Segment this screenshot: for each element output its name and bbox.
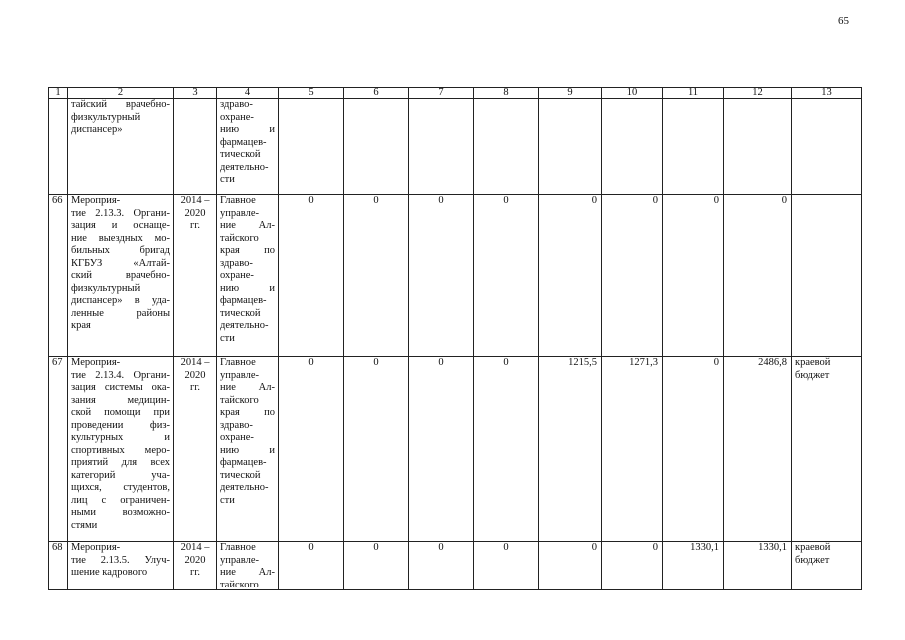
executor-cell-line: тайского <box>220 394 259 406</box>
value-cell <box>539 99 602 195</box>
executor-cell-line: Главное <box>220 195 256 206</box>
executor-cell-line: нию и <box>220 444 275 456</box>
executor-cell-line: ние Ал- <box>220 220 275 231</box>
executor-cell-line: сти <box>220 332 235 344</box>
executor-cell-line: фармацев- <box>220 295 267 306</box>
value-cell: 0 <box>474 542 539 590</box>
activity-title-line: стями <box>71 519 98 531</box>
table-row <box>49 99 862 195</box>
executor-cell-line: ние Ал- <box>220 382 275 393</box>
executor-cell-line: деятельно- <box>220 482 269 493</box>
value-cell: 1271,3 <box>602 357 663 542</box>
activity-title <box>68 99 174 195</box>
activity-title-line: зация системы ока- <box>71 382 170 393</box>
activity-title-line: лиц с ограничен- <box>71 494 170 506</box>
page-number: 65 <box>838 15 849 27</box>
activity-title-line: ными возможно- <box>71 507 170 518</box>
activity-title-line: шение кадрового <box>71 567 148 578</box>
value-cell: 0 <box>279 542 344 590</box>
column-number-12: 12 <box>724 88 792 99</box>
column-number-3: 3 <box>174 88 217 99</box>
executor-cell <box>217 542 279 590</box>
activity-title-line: зация и оснаще- <box>71 220 170 231</box>
funding-source <box>792 195 862 357</box>
activity-title-line: бильных бригад <box>71 245 170 256</box>
table-row <box>49 542 862 590</box>
row-number: 68 <box>49 542 68 590</box>
activity-title-line: проведении физ- <box>71 419 170 431</box>
activity-title-line: приятий для всех <box>71 457 170 468</box>
column-number-4: 4 <box>217 88 279 99</box>
column-number-9: 9 <box>539 88 602 99</box>
activity-title-line: щихся, студентов, <box>71 482 170 493</box>
activity-title-line: культурных и <box>71 432 170 443</box>
period-cell-line: гг. <box>189 567 201 578</box>
value-cell <box>409 99 474 195</box>
value-cell: 0 <box>279 357 344 542</box>
activity-title-line: физкультурный <box>71 111 141 123</box>
activity-title-line: края <box>71 320 91 331</box>
executor-cell-line: деятельно- <box>220 320 269 331</box>
value-cell <box>344 99 409 195</box>
value-cell: 1215,5 <box>539 357 602 542</box>
funding-source <box>792 99 862 195</box>
period-cell-line: 2020 <box>184 369 206 381</box>
value-cell <box>663 99 724 195</box>
value-cell: 0 <box>663 357 724 542</box>
executor-cell-line: тической <box>220 307 261 319</box>
executor-cell-line: фармацев- <box>220 136 267 148</box>
period-cell-line: 2014 – <box>180 195 210 206</box>
executor-cell-line: здраво- <box>220 257 253 269</box>
column-number-2: 2 <box>68 88 174 99</box>
executor-cell-line: управле- <box>220 369 259 381</box>
executor-cell-line: Главное <box>220 542 256 553</box>
activity-title <box>68 357 174 542</box>
executor-cell-line: сти <box>220 174 235 185</box>
value-cell: 0 <box>344 195 409 357</box>
value-cell: 1330,1 <box>663 542 724 590</box>
column-number-10: 10 <box>602 88 663 99</box>
value-cell: 0 <box>724 195 792 357</box>
period-cell-line: 2020 <box>184 207 206 219</box>
value-cell: 0 <box>409 195 474 357</box>
activity-title-line: КГБУЗ «Алтай- <box>71 257 170 269</box>
executor-cell-line: охране- <box>220 111 254 123</box>
activity-title-line: тайский врачебно- <box>71 99 170 110</box>
value-cell <box>474 99 539 195</box>
funding-source: краевой бюджет <box>792 357 862 542</box>
executor-cell-line: деятельно- <box>220 161 269 173</box>
executor-cell-line: края по <box>220 245 275 256</box>
executor-cell-line: тайского <box>220 232 259 244</box>
activity-title-line: Мероприя- <box>71 195 121 206</box>
executor-cell-line: сти <box>220 494 235 506</box>
activity-title-line: спортивных меро- <box>71 444 170 456</box>
period-cell <box>174 542 217 590</box>
value-cell: 0 <box>474 357 539 542</box>
activity-title-line: зания медицин- <box>71 394 170 406</box>
activity-title-line: тие 2.13.3. Органи- <box>71 207 170 219</box>
column-number-11: 11 <box>663 88 724 99</box>
row-number: 67 <box>49 357 68 542</box>
column-number-13: 13 <box>792 88 862 99</box>
period-cell <box>174 195 217 357</box>
table-row <box>49 357 862 542</box>
value-cell: 2486,8 <box>724 357 792 542</box>
column-number-5: 5 <box>279 88 344 99</box>
executor-cell-line: управле- <box>220 554 259 566</box>
activity-title-line: Мероприя- <box>71 357 121 368</box>
executor-cell-line: нию и <box>220 124 275 135</box>
executor-cell-line: управле- <box>220 207 259 219</box>
activity-title <box>68 542 174 590</box>
row-number: 66 <box>49 195 68 357</box>
activity-title-line: категорий уча- <box>71 469 170 481</box>
value-cell: 0 <box>602 195 663 357</box>
activity-title-line: тие 2.13.5. Улуч- <box>71 554 170 566</box>
value-cell: 0 <box>344 357 409 542</box>
executor-cell-line: здраво- <box>220 419 253 431</box>
executor-cell-line: Главное <box>220 357 256 368</box>
executor-cell-line: охране- <box>220 270 254 281</box>
value-cell: 0 <box>474 195 539 357</box>
value-cell: 0 <box>409 357 474 542</box>
executor-cell-line: тической <box>220 149 261 160</box>
period-cell-line: 2014 – <box>180 542 210 553</box>
column-number-7: 7 <box>409 88 474 99</box>
activity-title-line: физкультурный <box>71 282 141 294</box>
executor-cell-line: ние Ал- <box>220 567 275 578</box>
column-number-1: 1 <box>49 88 68 99</box>
value-cell: 0 <box>279 195 344 357</box>
value-cell: 0 <box>539 542 602 590</box>
executor-cell-line: края по <box>220 407 275 418</box>
period-cell-line: гг. <box>189 220 201 231</box>
period-cell-line: 2020 <box>184 554 206 566</box>
activity-title-line: тие 2.13.4. Органи- <box>71 369 170 381</box>
activity-title-line: ленные районы <box>71 307 170 319</box>
value-cell <box>724 99 792 195</box>
executor-cell-line: тайского <box>220 579 259 587</box>
column-number-8: 8 <box>474 88 539 99</box>
value-cell: 0 <box>344 542 409 590</box>
activity-title <box>68 195 174 357</box>
activity-title-line: ние выездных мо- <box>71 232 170 244</box>
value-cell: 0 <box>539 195 602 357</box>
executor-cell-line: нию и <box>220 282 275 294</box>
executor-cell-line: охране- <box>220 432 254 443</box>
executor-cell <box>217 357 279 542</box>
activity-title-line: диспансер» в уда- <box>71 295 170 306</box>
column-number-6: 6 <box>344 88 409 99</box>
value-cell <box>602 99 663 195</box>
row-number <box>49 99 68 195</box>
activity-title-line: ской помощи при <box>71 407 170 418</box>
executor-cell-line: фармацев- <box>220 457 267 468</box>
value-cell: 0 <box>663 195 724 357</box>
period-cell-line: 2014 – <box>180 357 210 368</box>
activity-title-line: Мероприя- <box>71 542 121 553</box>
executor-cell <box>217 99 279 195</box>
value-cell: 1330,1 <box>724 542 792 590</box>
period-cell <box>174 357 217 542</box>
table-row <box>49 195 862 357</box>
value-cell: 0 <box>409 542 474 590</box>
value-cell: 0 <box>602 542 663 590</box>
activity-title-line: ский врачебно- <box>71 270 170 281</box>
executor-cell-line: тической <box>220 469 261 481</box>
period-cell <box>174 99 217 195</box>
period-cell-line: гг. <box>189 382 201 393</box>
funding-source: краевой бюджет <box>792 542 862 590</box>
column-number-row <box>49 88 862 99</box>
executor-cell-line: здраво- <box>220 99 253 110</box>
program-activities-table <box>48 87 862 590</box>
executor-cell <box>217 195 279 357</box>
value-cell <box>279 99 344 195</box>
activity-title-line: диспансер» <box>71 124 123 135</box>
